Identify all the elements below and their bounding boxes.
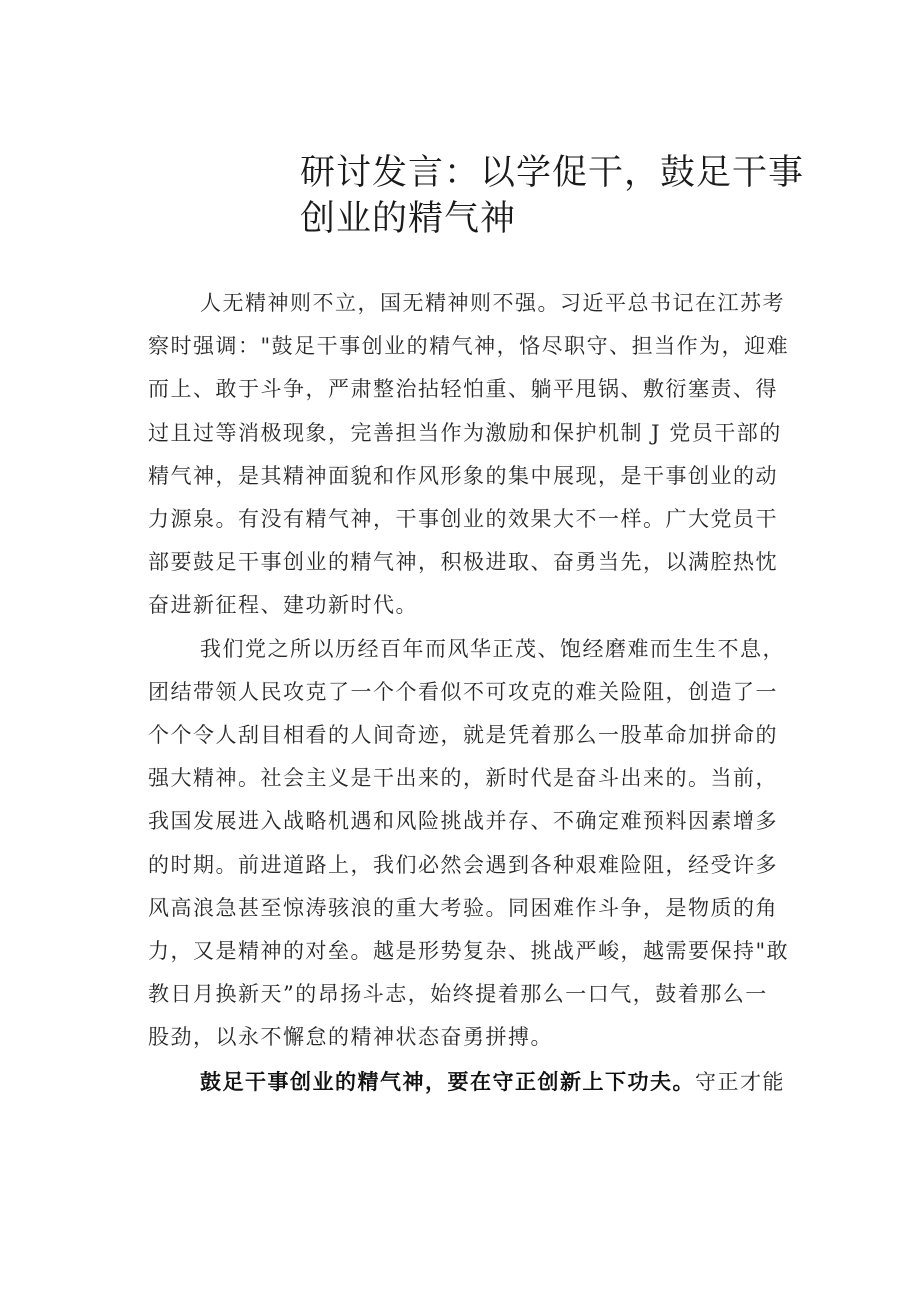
text-line: 奋进新征程、建功新时代。 bbox=[148, 593, 418, 618]
text-line: 的时期。前进道路上，我们必然会遇到各种艰难险阻，经受许多 bbox=[148, 852, 778, 877]
text-line: 风高浪急甚至惊涛骇浪的重大考验。同困难作斗争，是物质的角 bbox=[148, 895, 778, 920]
title-line: 创业的精气神 bbox=[300, 199, 517, 239]
text-line: 察时强调："鼓足干事创业的精气神，恪尽职守、担当作为，迎难 bbox=[148, 334, 790, 359]
text-line bbox=[148, 1060, 808, 1104]
document-body bbox=[148, 282, 808, 1104]
text-line: 教日月换新天”的昂扬斗志，始终提着那么一口气，鼓着那么一 bbox=[148, 982, 768, 1007]
text-line: 过且过等消极现象，完善担当作为激励和保护机制 J 党员干部的 bbox=[148, 420, 782, 445]
bold-lead-sentence: 鼓足干事创业的精气神，要在守正创新上下功夫。 bbox=[200, 1068, 695, 1094]
text-line: 个个令人刮目相看的人间奇迹，就是凭着那么一股革命加拼命的 bbox=[148, 723, 778, 748]
document-title bbox=[300, 150, 805, 242]
text-line: 团结带领人民攻克了一个个看似不可攻克的难关险阻，创造了一 bbox=[148, 679, 778, 704]
text-line: 而上、敢于斗争，严肃整治拈轻怕重、躺平甩锅、敷衍塞责、得 bbox=[148, 377, 778, 402]
text-line: 我们党之所以历经百年而风华正茂、饱经磨难而生生不息， bbox=[200, 636, 785, 661]
text-fragment: 守正才能 bbox=[695, 1069, 785, 1094]
text-line: 股劲，以永不懈怠的精神状态奋勇拼搏。 bbox=[148, 1025, 553, 1050]
text-line: 精气神，是其精神面貌和作风形象的集中展现，是干事创业的动 bbox=[148, 463, 778, 488]
text-line: 力，又是精神的对垒。越是形势复杂、挑战严峻，越需要保持"敢 bbox=[148, 939, 790, 964]
text-line: 我国发展进入战略机遇和风险挑战并存、不确定难预料因素增多 bbox=[148, 809, 778, 834]
paragraph-3 bbox=[148, 1060, 808, 1104]
paragraph-2 bbox=[148, 628, 808, 1060]
text-line: 部要鼓足干事创业的精气神，积极进取、奋勇当先，以满腔热忱 bbox=[148, 550, 778, 575]
text-line: 力源泉。有没有精气神，干事创业的效果大不一样。广大党员干 bbox=[148, 507, 778, 532]
title-line: 研讨发言：以学促干，鼓足干事 bbox=[300, 153, 805, 193]
text-line: 强大精神。社会主义是干出来的，新时代是奋斗出来的。当前， bbox=[148, 766, 778, 791]
paragraph-1 bbox=[148, 282, 808, 628]
text-line: 人无精神则不立，国无精神则不强。习近平总书记在江苏考 bbox=[200, 291, 785, 315]
